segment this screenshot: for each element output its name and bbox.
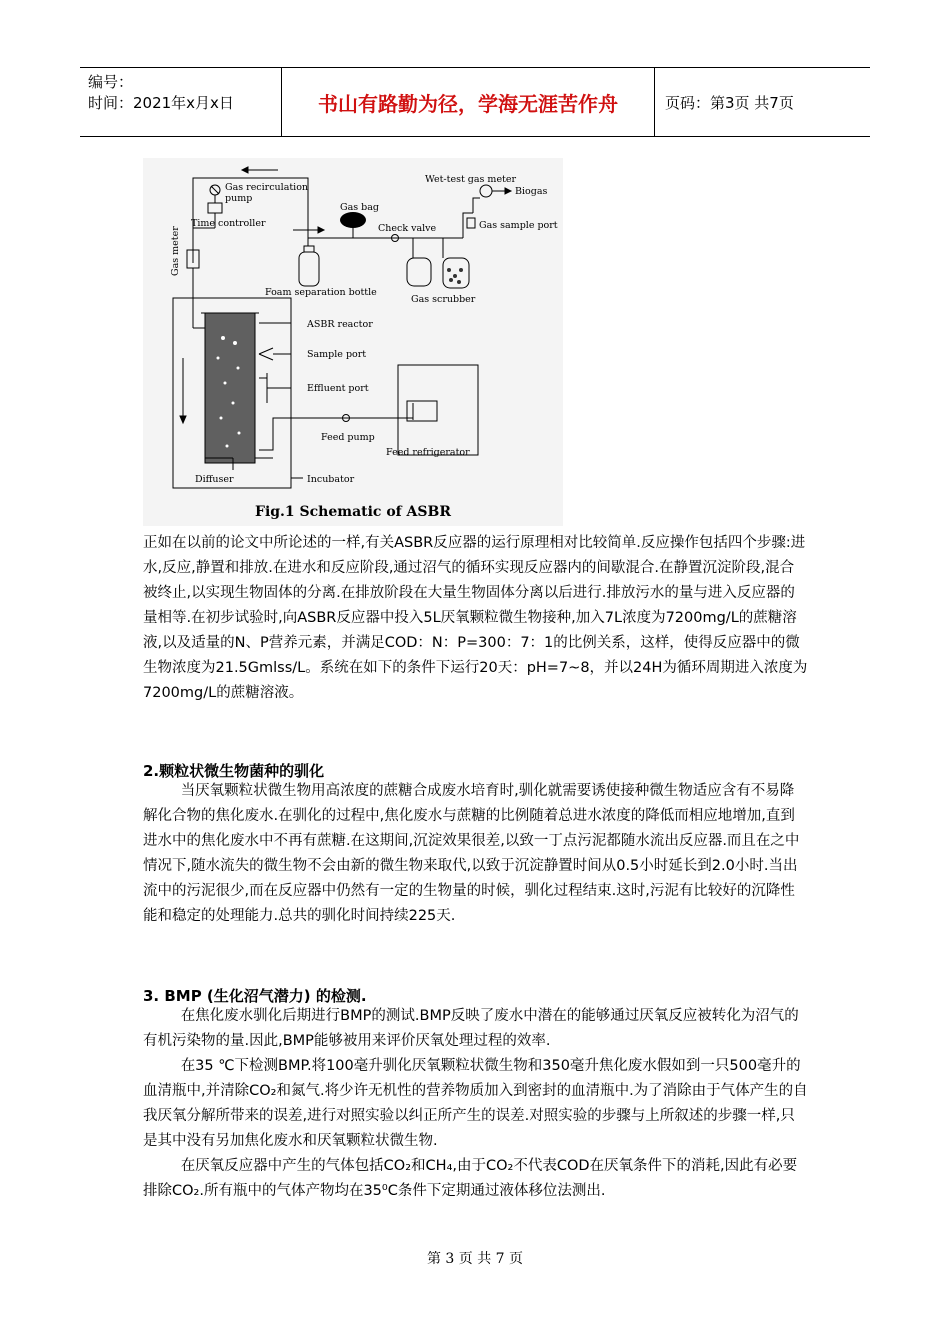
fig-label-gas-sample: Gas sample port: [479, 220, 558, 231]
fig-label-sample-port: Sample port: [307, 349, 367, 360]
fig-label-feed-fridge: Feed refrigerator: [386, 447, 470, 458]
fig-label-incubator: Incubator: [307, 474, 355, 485]
fig-label-wet-test: Wet-test gas meter: [425, 174, 517, 185]
figure-caption: Fig.1 Schematic of ASBR: [255, 504, 451, 520]
fig-label-diffuser: Diffuser: [195, 474, 234, 485]
fig-label-check-valve: Check valve: [378, 223, 437, 234]
asbr-figure: [143, 158, 563, 526]
fig-label-scrubber: Gas scrubber: [411, 294, 476, 305]
fig-label-effluent: Effluent port: [307, 383, 369, 394]
page-footer: 第 3 页 共 7 页: [426, 1251, 524, 1267]
time-label: 时间：2021年x月x日: [88, 94, 234, 112]
number-label: 编号：: [88, 73, 134, 91]
paragraph-1: 正如在以前的论文中所论述的一样,有关ASBR反应器的运行原理相对比较简单.反应操作包括四个步骤:进水,反应,静置和排放.在进水和反应阶段,通过沼气的循环实现反应器内的间歇混合.在静置沉淀阶段,混合被终止,以实现生物固体的分离.在排放阶段在大量生物固体分离以后进行.排放污水的量与进入反应器的量相等.在初步试验时,向ASBR反应器中投入5L厌氧颗粒微生物接种,加入7L浓度为7200mg/L的蔗糖溶液,以及适量的N、P营养元素，并满足COD：N：P=300：7：1的比例关系，这样，使得反应器中的微生物浓度为21.5Gmlss/L。系统在如下的条件下运行20天：pH=7~8，并以24H为循环周期进入浓度为7200mg/L的蔗糖溶液。: [143, 535, 808, 701]
fig-label-gas-recirc: Gas recirculation: [225, 182, 309, 193]
fig-label-time-controller: Time controller: [191, 218, 266, 229]
paragraph-3: 在焦化废水驯化后期进行BMP的测试.BMP反映了废水中潜在的能够通过厌氧反应被转化为沼气的有机污染物的量.因此,BMP能够被用来评价厌氧处理过程的效率. 在35 ℃下检测BMP.将100毫升驯化厌氧颗粒状微生物和350毫升焦化废水假如到一只500毫升的血清瓶中,并清除CO₂和氮气.将少许无机性的营养物质加入到密封的血清瓶中.为了消除由于气体产生的自我厌氧分解所带来的误差,进行对照实验以纠正所产生的误差.对照实验的步骤与上所叙述的步骤一样,只是其中没有另加焦化废水和厌氧颗粒状微生物. 在厌氧反应器中产生的气体包括CO₂和CH₄,由于CO₂不代表COD在厌氧条件下的消耗,因此有必要排除CO₂.所有瓶中的气体产物均在35⁰C条件下定期通过液体移位法测出.: [143, 1008, 808, 1199]
asbr-schematic: [143, 158, 563, 526]
paragraph-2: 当厌氧颗粒状微生物用高浓度的蔗糖合成废水培育时,驯化就需要诱使接种微生物适应含有不易降解化合物的焦化废水.在驯化的过程中,焦化废水与蔗糖的比例随着总进水浓度的降低而相应地增加,直到进水中的焦化废水中不再有蔗糖.在这期间,沉淀效果很差,以致一丁点污泥都随水流出反应器.而且在之中情况下,随水流失的微生物不会由新的微生物来取代,以致于沉淀静置时间从0.5小时延长到2.0小时.当出流中的污泥很少,而在反应器中仍然有一定的生物量的时候，驯化过程结束.这时,污泥有比较好的沉降性能和稳定的处理能力.总共的驯化时间持续225天.: [143, 783, 800, 924]
page-header: [80, 67, 870, 137]
fig-label-gas-bag: Gas bag: [340, 202, 379, 213]
header-page: 页码：第3页 共7页: [665, 93, 794, 112]
fig-label-pump: pump: [225, 193, 253, 204]
fig-label-foam: Foam separation bottle: [265, 287, 377, 298]
fig-label-biogas: Biogas: [515, 186, 548, 197]
heading-3: 3. BMP (生化沼气潜力) 的检测.: [143, 987, 367, 1005]
header-motto: 书山有路勤为径，学海无涯苦作舟: [282, 68, 655, 136]
heading-2: 2.颗粒状微生物菌种的驯化: [143, 762, 325, 780]
header-left: [80, 68, 282, 136]
fig-label-feed-pump: Feed pump: [321, 432, 375, 443]
fig-label-gas-meter: Gas meter: [170, 226, 181, 276]
fig-label-asbr: ASBR reactor: [307, 319, 373, 330]
